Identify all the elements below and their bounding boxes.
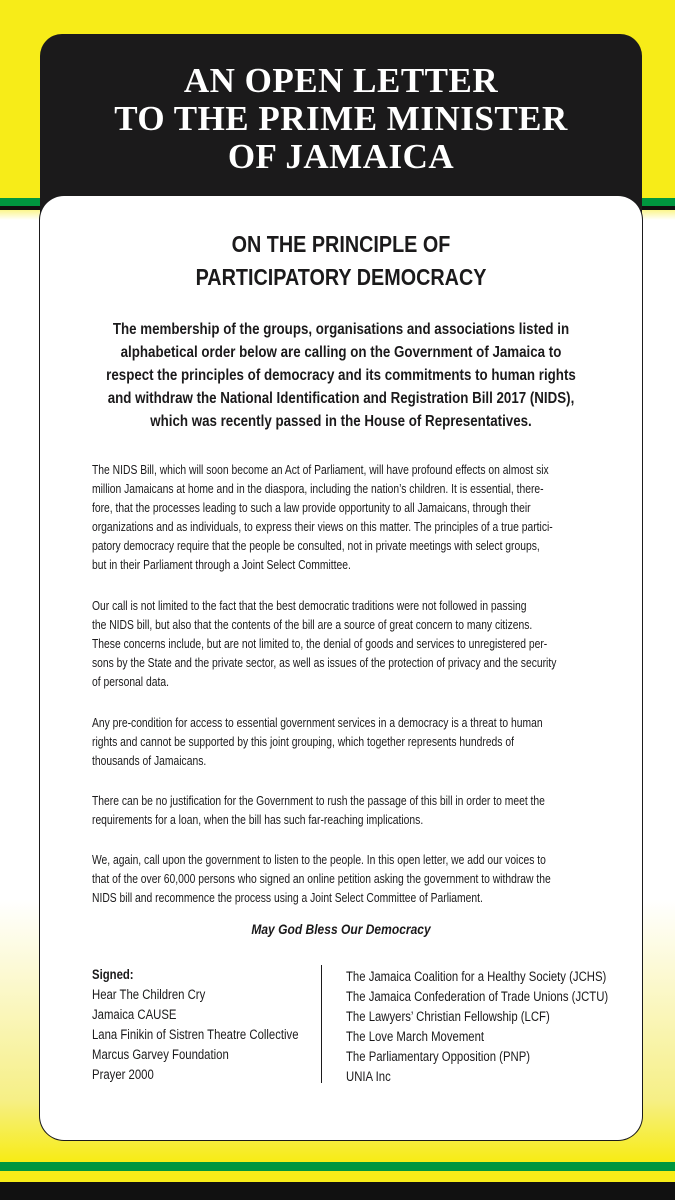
yellow-stripe-bottom [0, 1171, 675, 1182]
signatory: Jamaica CAUSE [92, 1007, 177, 1022]
signatory: Prayer 2000 [92, 1067, 154, 1082]
paragraph-line: There can be no justification for the Government to rush the passage of this bill in order to meet the [92, 794, 545, 808]
signatory: Lana Finikin of Sistren Theatre Collective [92, 1027, 299, 1042]
green-stripe-bottom [0, 1162, 675, 1171]
intro-line: respect the principles of democracy and its commitments to human rights [106, 367, 576, 384]
intro-statement [56, 318, 626, 433]
paragraph-line: We, again, call upon the government to listen to the people. In this open letter, we add our voices to [92, 853, 546, 867]
paragraph-4 [92, 792, 592, 830]
paragraph-line: The NIDS Bill, which will soon become an Act of Parliament, will have profound effects on almost six [92, 463, 549, 477]
paragraph-5 [92, 851, 592, 908]
title-line: TO THE PRIME MINISTER [114, 99, 568, 138]
paragraph-line: fore, that the processes leading to such a law provide opportunity to all Jamaicans, through their [92, 501, 531, 515]
paragraph-3 [92, 714, 592, 771]
signatory: The Jamaica Coalition for a Healthy Society (JCHS) [346, 969, 607, 984]
signatory: UNIA Inc [346, 1069, 391, 1084]
signatory: The Lawyers’ Christian Fellowship (LCF) [346, 1009, 550, 1024]
intro-line: The membership of the groups, organisations and associations listed in [112, 321, 570, 338]
subheading-line: ON THE PRINCIPLE OF [231, 231, 451, 257]
paragraph-line: thousands of Jamaicans. [92, 754, 207, 768]
paragraph-line: sons by the State and the private sector, as well as issues of the protection of privacy and the security [92, 656, 557, 670]
signatories-right [346, 967, 626, 1087]
paragraph-1 [92, 461, 592, 575]
paragraph-line: Our call is not limited to the fact that the best democratic traditions were not followed in passing [92, 599, 527, 613]
paragraph-line: of personal data. [92, 675, 169, 689]
paragraph-line: These concerns include, but are not limited to, the denial of goods and services to unregistered per- [92, 637, 548, 651]
signatory: The Love March Movement [346, 1029, 485, 1044]
letter-title [40, 62, 642, 176]
column-divider [321, 965, 322, 1083]
title-line: AN OPEN LETTER [183, 61, 499, 100]
subheading [99, 228, 582, 294]
paragraph-line: NIDS bill and recommence the process using a Joint Select Committee of Parliament. [92, 891, 483, 905]
signatory: Marcus Garvey Foundation [92, 1047, 229, 1062]
subheading-line: PARTICIPATORY DEMOCRACY [195, 264, 487, 290]
signatory: The Jamaica Confederation of Trade Unions (JCTU) [346, 989, 609, 1004]
paragraph-line: rights and cannot be supported by this joint grouping, which together represents hundreds of [92, 735, 514, 749]
signatory: The Parliamentary Opposition (PNP) [346, 1049, 531, 1064]
intro-line: alphabetical order below are calling on the Government of Jamaica to [120, 344, 562, 361]
paragraph-line: that of the over 60,000 persons who signed an online petition asking the government to withdraw the [92, 872, 551, 886]
paragraph-line: patory democracy require that the people be consulted, not in private meetings with select groups, [92, 539, 540, 553]
intro-line: which was recently passed in the House of Representatives. [150, 413, 532, 430]
paragraph-line: million Jamaicans at home and in the diaspora, including the nation’s children. It is essential, there- [92, 482, 544, 496]
title-line: OF JAMAICA [227, 137, 455, 176]
paragraph-line: requirements for a loan, when the bill has such far-reaching implications. [92, 813, 424, 827]
signatories-left [92, 965, 322, 1085]
paragraph-line: organizations and as individuals, to express their views on this matter. The principles of a true partici- [92, 520, 553, 534]
signatory: Hear The Children Cry [92, 987, 206, 1002]
paragraph-2 [92, 597, 592, 692]
signed-label: Signed: [92, 967, 134, 982]
black-stripe-bottom [0, 1182, 675, 1200]
paragraph-line: but in their Parliament through a Joint Select Committee. [92, 558, 351, 572]
paragraph-line: Any pre-condition for access to essential government services in a democracy is a threat to human [92, 716, 543, 730]
paragraph-line: the NIDS bill, but also that the contents of the bill are a source of great concern to many citizens. [92, 618, 533, 632]
intro-line: and withdraw the National Identification and Registration Bill 2017 (NIDS), [107, 390, 575, 407]
blessing: May God Bless Our Democracy [251, 921, 431, 937]
